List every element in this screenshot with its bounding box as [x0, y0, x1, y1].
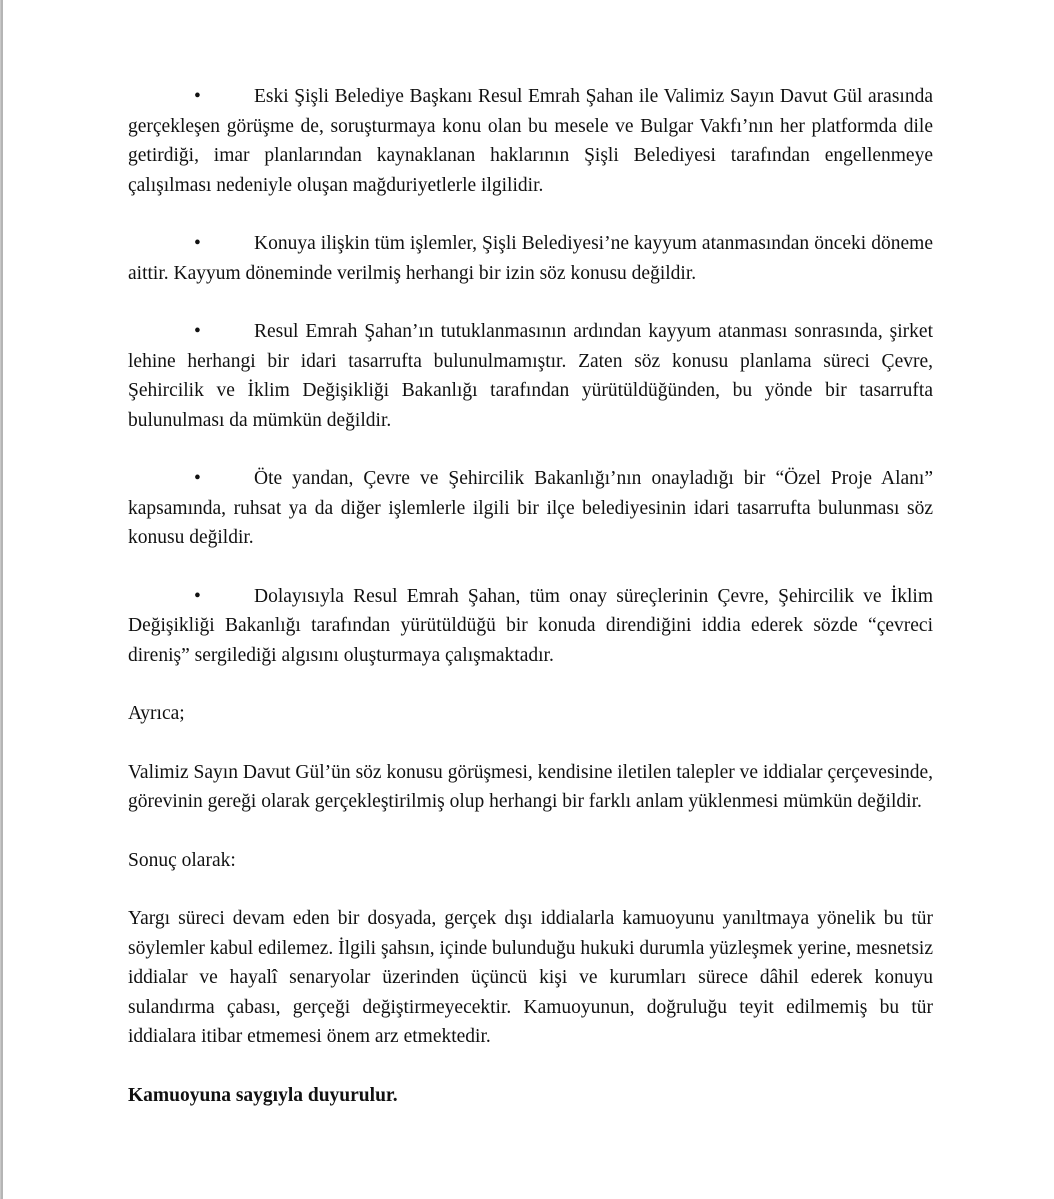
closing-statement: Kamuoyuna saygıyla duyurulur. — [128, 1084, 398, 1106]
page-left-edge — [1, 0, 3, 1199]
bullet-text-5: Dolayısıyla Resul Emrah Şahan, tüm onay süreçlerinin Çevre, Şehircilik ve İklim Değişikliği Bakanlığı tarafından yürütüldüğü bir konuda direndiğini iddia ederek sözde “çevreci direniş” sergilediği algısını oluşturmaya çalışmaktadır. — [128, 585, 933, 666]
bullet-text-1: Eski Şişli Belediye Başkanı Resul Emrah Şahan ile Valimiz Sayın Davut Gül arasında gerçekleşen görüşme de, soruşturmaya konu olan bu mesele ve Bulgar Vakfı’nın her platformda dile getirdiği, imar planlarından kaynaklanan haklarının Şişli Belediyesi tarafından engellenmeye çalışılması nedeniyle oluşan mağduriyetlerle ilgilidir. — [128, 86, 933, 196]
bullet-text-2: Konuya ilişkin tüm işlemler, Şişli Belediyesi’ne kayyum atanmasından önceki döneme aittir. Kayyum döneminde verilmiş herhangi bir izin söz konusu değildir. — [128, 233, 933, 284]
bullet-icon: • — [194, 86, 201, 107]
document-body — [128, 82, 933, 1139]
conclusion-paragraph: Yargı süreci devam eden bir dosyada, gerçek dışı iddialarla kamuoyunu yanıltmaya yönelik bu tür söylemler kabul edilemez. İlgili şahsın, içinde bulunduğu hukuki durumla yüzleşmek yerine, mesnetsiz iddialar ve hayalî senaryolar üzerinden üçüncü kişi ve kurumları sürece dâhil ederek konuyu sulandırma çabası, gerçeği değiştirmeyecektir. Kamuoyunun, doğruluğu teyit edilmemiş bu tür iddialara itibar etmemesi önem arz etmektedir. — [128, 908, 933, 1047]
bullet-paragraph-3 — [128, 317, 933, 435]
bullet-icon: • — [194, 585, 201, 607]
bullet-text-4: Öte yandan, Çevre ve Şehircilik Bakanlığı’nın onayladığı bir “Özel Proje Alanı” kapsamında, ruhsat ya da diğer işlemlerle ilgili bir ilçe belediyesinin idari tasarrufta bulunması söz konusu değildir. — [128, 468, 933, 548]
bullet-icon: • — [194, 468, 201, 489]
conclusion-heading: Sonuç olarak: — [128, 849, 236, 871]
bullet-icon: • — [194, 321, 201, 342]
also-heading: Ayrıca; — [128, 703, 185, 724]
bullet-paragraph-4 — [128, 464, 933, 553]
also-paragraph: Valimiz Sayın Davut Gül’ün söz konusu görüşmesi, kendisine iletilen talepler ve iddialar çerçevesinde, görevinin gereği olarak gerçekleştirilmiş olup herhangi bir farklı anlam yüklenmesi mümkün değildir. — [128, 761, 933, 812]
bullet-text-3: Resul Emrah Şahan’ın tutuklanmasının ardından kayyum atanması sonrasında, şirket lehine herhangi bir idari tasarrufta bulunulmamıştır. Zaten söz konusu planlama süreci Çevre, Şehircilik ve İklim Değişikliği Bakanlığı tarafından yürütüldüğünden, bu yönde bir tasarrufta bulunulması da mümkün değildir. — [128, 321, 933, 431]
bullet-icon: • — [194, 233, 201, 254]
bullet-paragraph-2 — [128, 229, 933, 288]
bullet-paragraph-1 — [128, 82, 933, 200]
bullet-paragraph-5 — [128, 582, 933, 671]
